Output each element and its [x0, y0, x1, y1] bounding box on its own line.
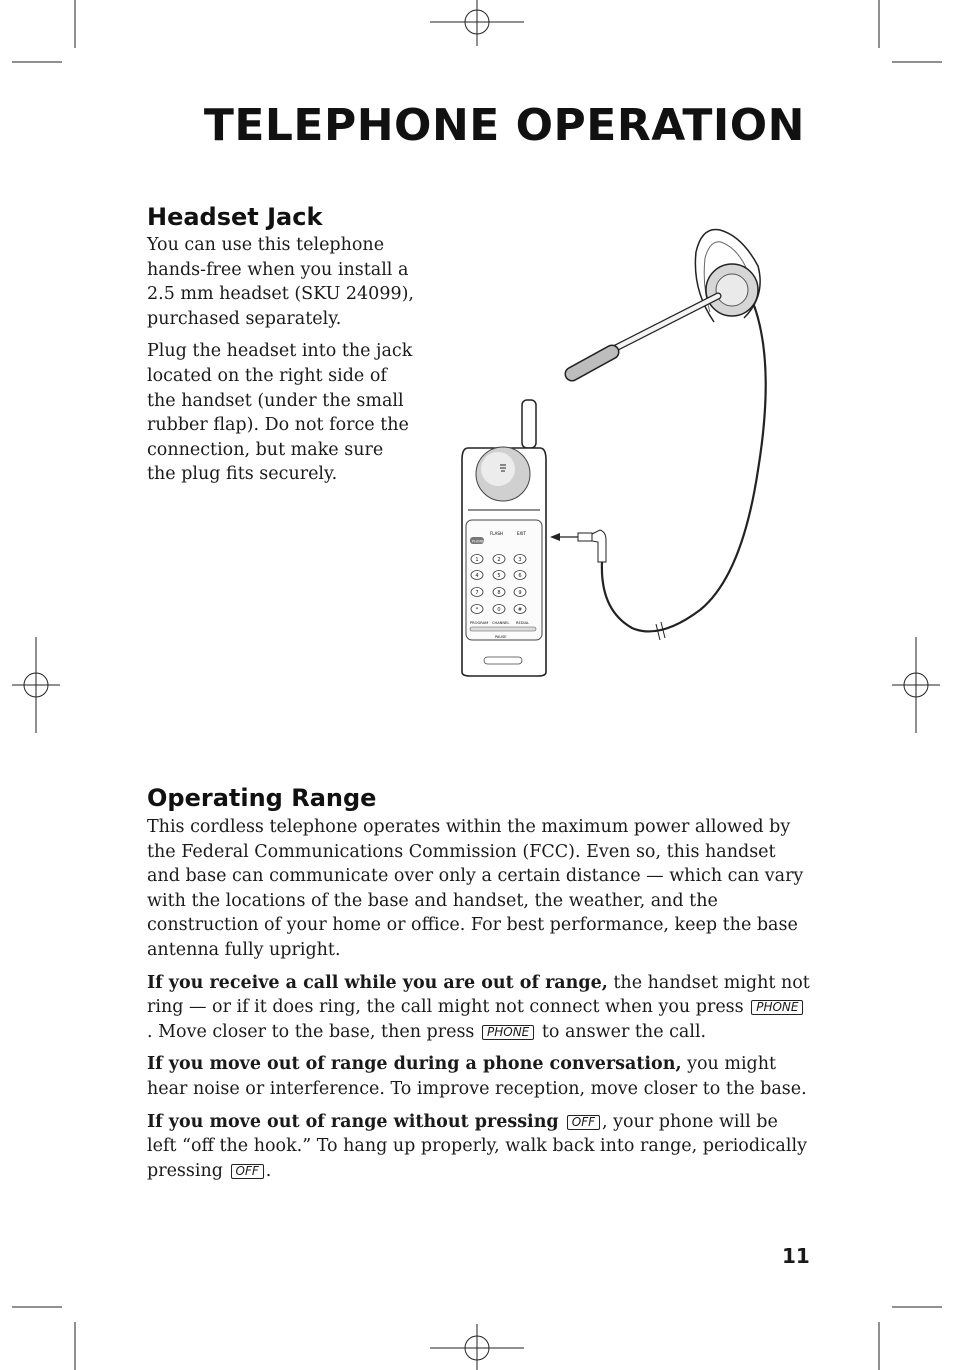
- exit-label: EXIT: [517, 531, 526, 536]
- key-3: 3: [518, 557, 522, 563]
- headset-jack-text: [147, 233, 417, 495]
- range-paragraph-1: [147, 971, 811, 1045]
- range-paragraph-1-text-b: . Move closer to the base, then press: [147, 1021, 480, 1042]
- handset-headset-illustration: [455, 222, 785, 682]
- key-6: 6: [518, 573, 522, 579]
- key-2: 2: [497, 557, 501, 563]
- range-paragraph-1-text-c: to answer the call.: [536, 1021, 707, 1042]
- range-paragraph-2: [147, 1052, 811, 1101]
- off-key: OFF: [231, 1164, 264, 1179]
- range-paragraph-2-text: you might hear noise or interference. To improve reception, move closer to the base.: [147, 1054, 807, 1099]
- key-1: 1: [475, 557, 479, 563]
- range-paragraph-3-lead: If you move out of range without pressing: [147, 1111, 565, 1132]
- key-star: *: [475, 607, 479, 613]
- pause-label: PAUSE: [495, 635, 507, 639]
- redial-label: REDIAL: [516, 621, 530, 625]
- operating-range-heading: Operating Range: [147, 784, 377, 812]
- phone-key: PHONE: [482, 1025, 534, 1040]
- program-label: PROGRAM: [470, 621, 489, 625]
- range-paragraph-3-text-b: .: [265, 1160, 272, 1181]
- headset-paragraph-1: You can use this telephone hands-free when you install a 2.5 mm headset (SKU 24099), purchased separately.: [147, 235, 414, 329]
- range-intro: This cordless telephone operates within the maximum power allowed by the Federal Communications Commission (FCC). Even so, this handset and base can communicate over only a certain distance — which can vary with the locations of the base and handset, the weather, and the construction of your home or office. For best performance, keep the base antenna fully upright.: [147, 817, 804, 960]
- range-paragraph-2-lead: If you move out of range during a phone conversation,: [147, 1054, 682, 1075]
- range-paragraph-3: [147, 1110, 811, 1184]
- flash-label: FLASH: [490, 531, 503, 536]
- key-8: 8: [497, 590, 501, 596]
- range-paragraph-1-text-a: the handset might not ring — or if it does ring, the call might not connect when you press: [147, 972, 810, 1018]
- operating-range-text: [147, 815, 811, 1191]
- key-5: 5: [497, 573, 501, 579]
- key-4: 4: [475, 573, 479, 579]
- headset-paragraph-2: Plug the headset into the jack located on the right side of the handset (under the small rubber flap). Do not force the connection, but make sure the plug fits securely.: [147, 341, 413, 485]
- headset-jack-heading: Headset Jack: [147, 203, 323, 231]
- phone-key-label: PHONE: [472, 539, 485, 544]
- page-number: 11: [782, 1244, 810, 1268]
- off-key: OFF: [567, 1115, 600, 1130]
- key-7: 7: [475, 590, 479, 596]
- key-0: 0: [497, 607, 501, 613]
- channel-label: CHANNEL: [492, 621, 510, 625]
- key-9: 9: [518, 590, 522, 596]
- phone-key: PHONE: [751, 1000, 803, 1015]
- key-pound: #: [517, 607, 523, 613]
- page-title: TELEPHONE OPERATION: [203, 100, 805, 151]
- range-paragraph-3-text-a: , your phone will be left “off the hook.” To hang up properly, walk back into range, periodically pressing: [147, 1111, 807, 1181]
- range-paragraph-1-lead: If you receive a call while you are out of range,: [147, 972, 608, 993]
